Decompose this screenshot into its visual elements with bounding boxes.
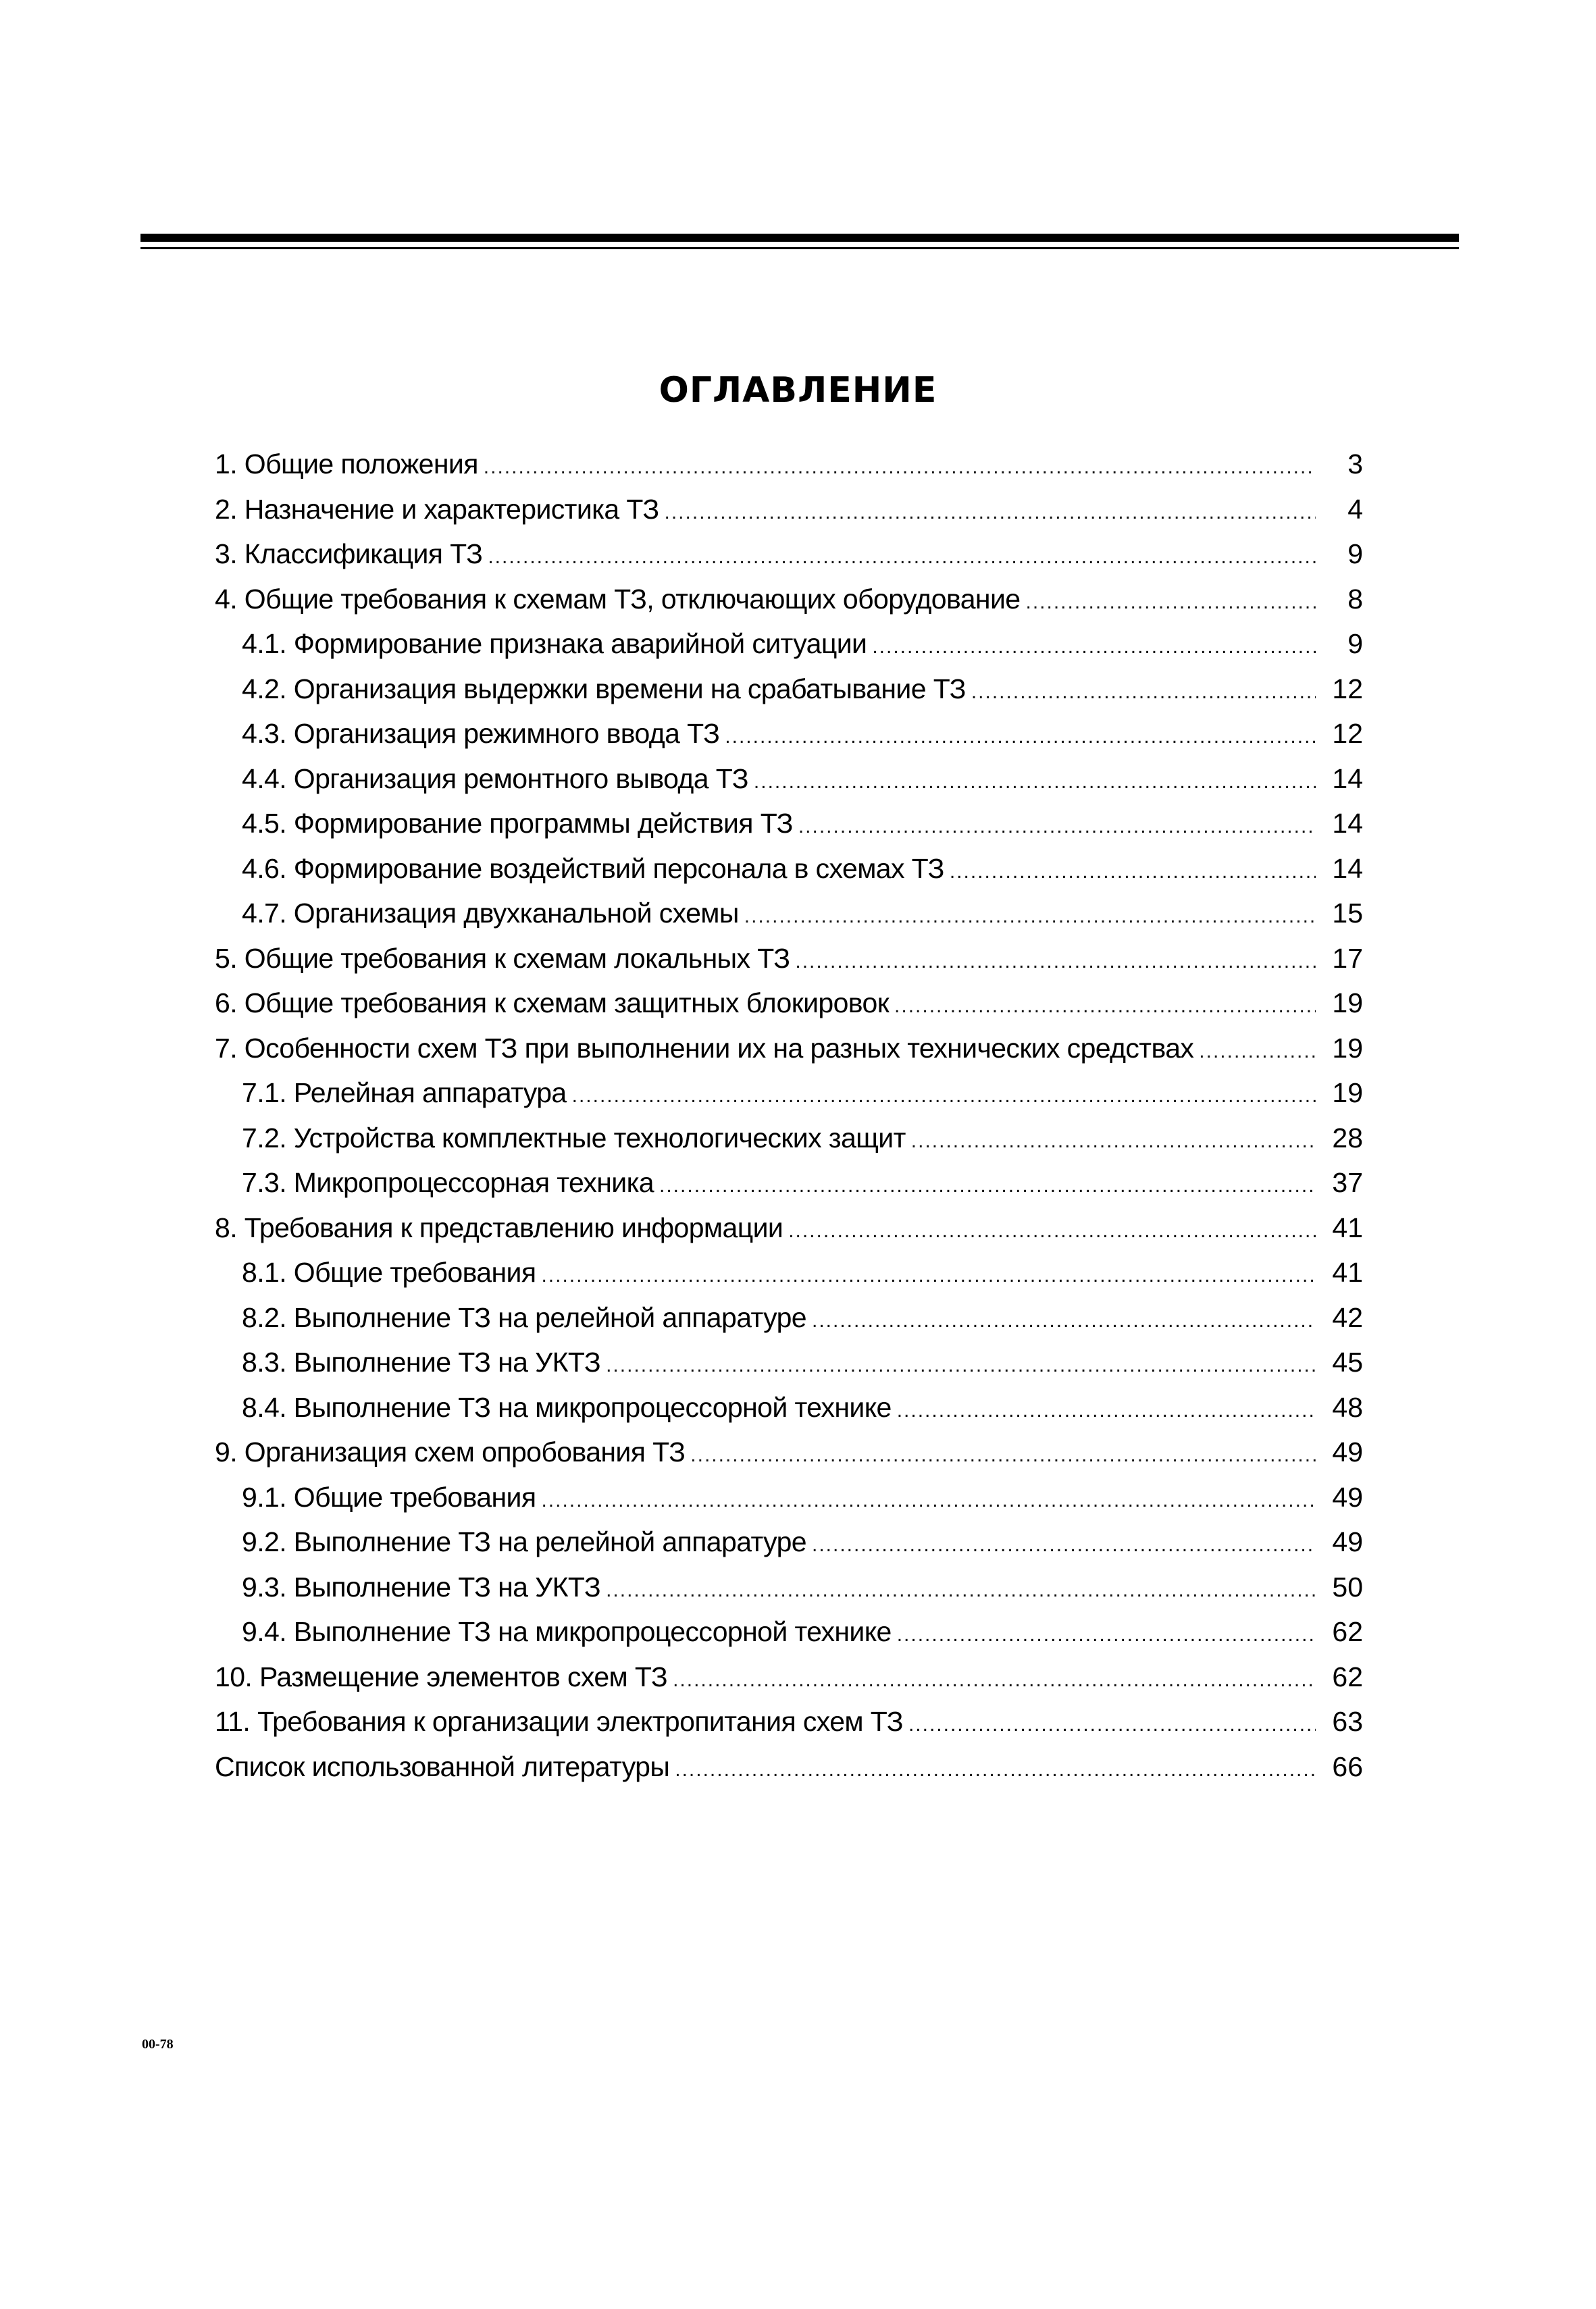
toc-subsection-entry[interactable]: [215, 1116, 1363, 1161]
toc-page-number: 41: [1332, 1257, 1363, 1288]
toc-page-number: 19: [1332, 1077, 1363, 1108]
toc-entry-label: 7.3. Микропроцессорная техника: [242, 1167, 654, 1198]
toc-page-number: 12: [1332, 673, 1363, 704]
toc-entry-label: 8.2. Выполнение ТЗ на релейной аппаратуре: [242, 1301, 806, 1333]
toc-dot-leader: [798, 804, 1316, 849]
toc-entry-label: 4.6. Формирование воздействий персонала в схемах ТЗ: [242, 852, 944, 884]
toc-subsection-entry[interactable]: [215, 1295, 1363, 1341]
toc-entry-label: 5. Общие требования к схемам локальных ТЗ: [215, 942, 790, 974]
toc-dot-leader: [659, 1164, 1316, 1208]
toc-subsection-entry[interactable]: [215, 1520, 1363, 1565]
toc-page-number: 37: [1332, 1167, 1363, 1198]
toc-dot-leader: [541, 1253, 1316, 1298]
toc-dot-leader: [795, 939, 1316, 984]
toc-dot-leader: [911, 1119, 1316, 1164]
toc-subsection-entry[interactable]: [215, 1340, 1363, 1385]
toc-dot-leader: [894, 984, 1316, 1029]
toc-page-number: 12: [1332, 718, 1363, 749]
toc-dot-leader: [971, 670, 1316, 715]
toc-dot-leader: [606, 1568, 1316, 1613]
toc-dot-leader: [572, 1074, 1316, 1118]
toc-entry-label: 8.3. Выполнение ТЗ на УКТЗ: [242, 1347, 601, 1378]
toc-entry-label: 8. Требования к представлению информации: [215, 1212, 783, 1243]
toc-dot-leader: [744, 894, 1316, 939]
toc-page-number: 3: [1347, 448, 1363, 479]
toc-page-number: 49: [1332, 1526, 1363, 1557]
toc-subsection-entry[interactable]: [215, 891, 1363, 936]
toc-dot-leader: [1025, 580, 1316, 625]
toc-section-entry[interactable]: [215, 936, 1363, 981]
toc-dot-leader: [812, 1523, 1316, 1567]
toc-subsection-entry[interactable]: [215, 667, 1363, 712]
page-title: ОГЛАВЛЕНИЕ: [659, 370, 937, 411]
toc-entry-label: 3. Классификация ТЗ: [215, 538, 483, 569]
toc-entry-label: 9.1. Общие требования: [242, 1481, 536, 1513]
toc-entry-label: 8.4. Выполнение ТЗ на микропроцессорной технике: [242, 1391, 892, 1423]
toc-section-entry[interactable]: [215, 487, 1363, 532]
toc-dot-leader: [606, 1343, 1316, 1388]
toc-entry-label: 9.3. Выполнение ТЗ на УКТЗ: [242, 1571, 601, 1603]
toc-dot-leader: [754, 760, 1316, 804]
footer-code: 00-78: [142, 2037, 174, 2052]
toc-page-number: 15: [1332, 898, 1363, 929]
toc-page-number: 63: [1332, 1706, 1363, 1737]
toc-page-number: 19: [1332, 1032, 1363, 1064]
toc-section-entry[interactable]: [215, 577, 1363, 622]
toc-dot-leader: [665, 490, 1316, 535]
toc-entry-label: 9.4. Выполнение ТЗ на микропроцессорной технике: [242, 1616, 892, 1647]
toc-page-number: 4: [1347, 493, 1363, 525]
toc-page-number: 19: [1332, 987, 1363, 1018]
toc-entry-label: 8.1. Общие требования: [242, 1257, 536, 1288]
toc-section-entry[interactable]: [215, 1430, 1363, 1475]
toc-section-entry[interactable]: [215, 1655, 1363, 1700]
toc-entry-label: 9. Организация схем опробования ТЗ: [215, 1436, 686, 1468]
toc-page-number: 62: [1332, 1616, 1363, 1647]
toc-entry-label: 2. Назначение и характеристика ТЗ: [215, 493, 659, 525]
toc-dot-leader: [675, 1748, 1316, 1792]
toc-entry-label: Список использованной литературы: [215, 1750, 670, 1782]
toc-entry-label: 4. Общие требования к схемам ТЗ, отключающих оборудование: [215, 583, 1021, 615]
toc-page-number: 14: [1332, 762, 1363, 794]
toc-subsection-entry[interactable]: [215, 1475, 1363, 1520]
toc-section-entry[interactable]: [215, 1026, 1363, 1071]
toc-dot-leader: [541, 1478, 1316, 1523]
toc-dot-leader: [673, 1658, 1316, 1703]
toc-section-entry[interactable]: [215, 531, 1363, 577]
toc-entry-label: 7.2. Устройства комплектные технологических защит: [242, 1122, 906, 1153]
toc-entry-label: 4.7. Организация двухканальной схемы: [242, 898, 739, 929]
toc-page-number: 42: [1332, 1301, 1363, 1333]
toc-section-entry[interactable]: [215, 442, 1363, 487]
toc-subsection-entry[interactable]: [215, 1609, 1363, 1655]
header-rule-thin: [140, 247, 1459, 249]
toc-subsection-entry[interactable]: [215, 711, 1363, 756]
toc-dot-leader: [908, 1703, 1316, 1747]
toc-subsection-entry[interactable]: [215, 756, 1363, 802]
toc-section-entry[interactable]: [215, 1699, 1363, 1744]
header-rule-thick: [140, 234, 1459, 242]
toc-section-entry[interactable]: [215, 1205, 1363, 1251]
toc-entry-label: 4.2. Организация выдержки времени на срабатывание ТЗ: [242, 673, 966, 704]
toc-page-number: 66: [1332, 1750, 1363, 1782]
toc-page-number: 28: [1332, 1122, 1363, 1153]
toc-page-number: 41: [1332, 1212, 1363, 1243]
toc-page-number: 62: [1332, 1661, 1363, 1692]
toc-entry-label: 7.1. Релейная аппаратура: [242, 1077, 567, 1108]
table-of-contents: [215, 442, 1363, 1789]
toc-entry-label: 4.3. Организация режимного ввода ТЗ: [242, 718, 720, 749]
toc-page-number: 9: [1347, 628, 1363, 659]
toc-dot-leader: [725, 715, 1316, 759]
toc-subsection-entry[interactable]: [215, 1070, 1363, 1116]
toc-entry-label: 4.1. Формирование признака аварийной ситуации: [242, 628, 867, 659]
toc-dot-leader: [1199, 1029, 1316, 1074]
toc-page-number: 9: [1347, 538, 1363, 569]
toc-dot-leader: [897, 1613, 1316, 1657]
toc-page-number: 14: [1332, 852, 1363, 884]
toc-dot-leader: [484, 445, 1316, 490]
toc-dot-leader: [690, 1433, 1316, 1478]
toc-page-number: 49: [1332, 1481, 1363, 1513]
toc-dot-leader: [812, 1299, 1316, 1343]
toc-entry-label: 9.2. Выполнение ТЗ на релейной аппаратуре: [242, 1526, 806, 1557]
toc-subsection-entry[interactable]: [215, 846, 1363, 891]
toc-entry-label: 10. Размещение элементов схем ТЗ: [215, 1661, 668, 1692]
toc-page-number: 49: [1332, 1436, 1363, 1468]
toc-dot-leader: [872, 625, 1316, 669]
toc-subsection-entry[interactable]: [215, 1250, 1363, 1295]
toc-page-number: 8: [1347, 583, 1363, 615]
toc-page-number: 48: [1332, 1391, 1363, 1423]
toc-dot-leader: [488, 535, 1316, 579]
toc-entry-label: 4.5. Формирование программы действия ТЗ: [242, 808, 793, 839]
toc-page-number: 45: [1332, 1347, 1363, 1378]
toc-entry-label: 6. Общие требования к схемам защитных блокировок: [215, 987, 890, 1018]
toc-page-number: 14: [1332, 808, 1363, 839]
toc-subsection-entry[interactable]: [215, 801, 1363, 846]
toc-subsection-entry[interactable]: [215, 1565, 1363, 1610]
toc-dot-leader: [788, 1209, 1316, 1253]
toc-entry-label: 1. Общие положения: [215, 448, 478, 479]
toc-section-entry[interactable]: [215, 1744, 1363, 1790]
toc-dot-leader: [950, 850, 1316, 894]
toc-subsection-entry[interactable]: [215, 1385, 1363, 1430]
toc-page-number: 50: [1332, 1571, 1363, 1603]
toc-entry-label: 11. Требования к организации электропитания схем ТЗ: [215, 1706, 903, 1737]
toc-entry-label: 4.4. Организация ремонтного вывода ТЗ: [242, 762, 748, 794]
toc-page-number: 17: [1332, 942, 1363, 974]
toc-entry-label: 7. Особенности схем ТЗ при выполнении их на разных технических средствах: [215, 1032, 1194, 1064]
toc-subsection-entry[interactable]: [215, 1160, 1363, 1205]
toc-subsection-entry[interactable]: [215, 621, 1363, 667]
toc-dot-leader: [897, 1389, 1316, 1433]
toc-section-entry[interactable]: [215, 981, 1363, 1026]
